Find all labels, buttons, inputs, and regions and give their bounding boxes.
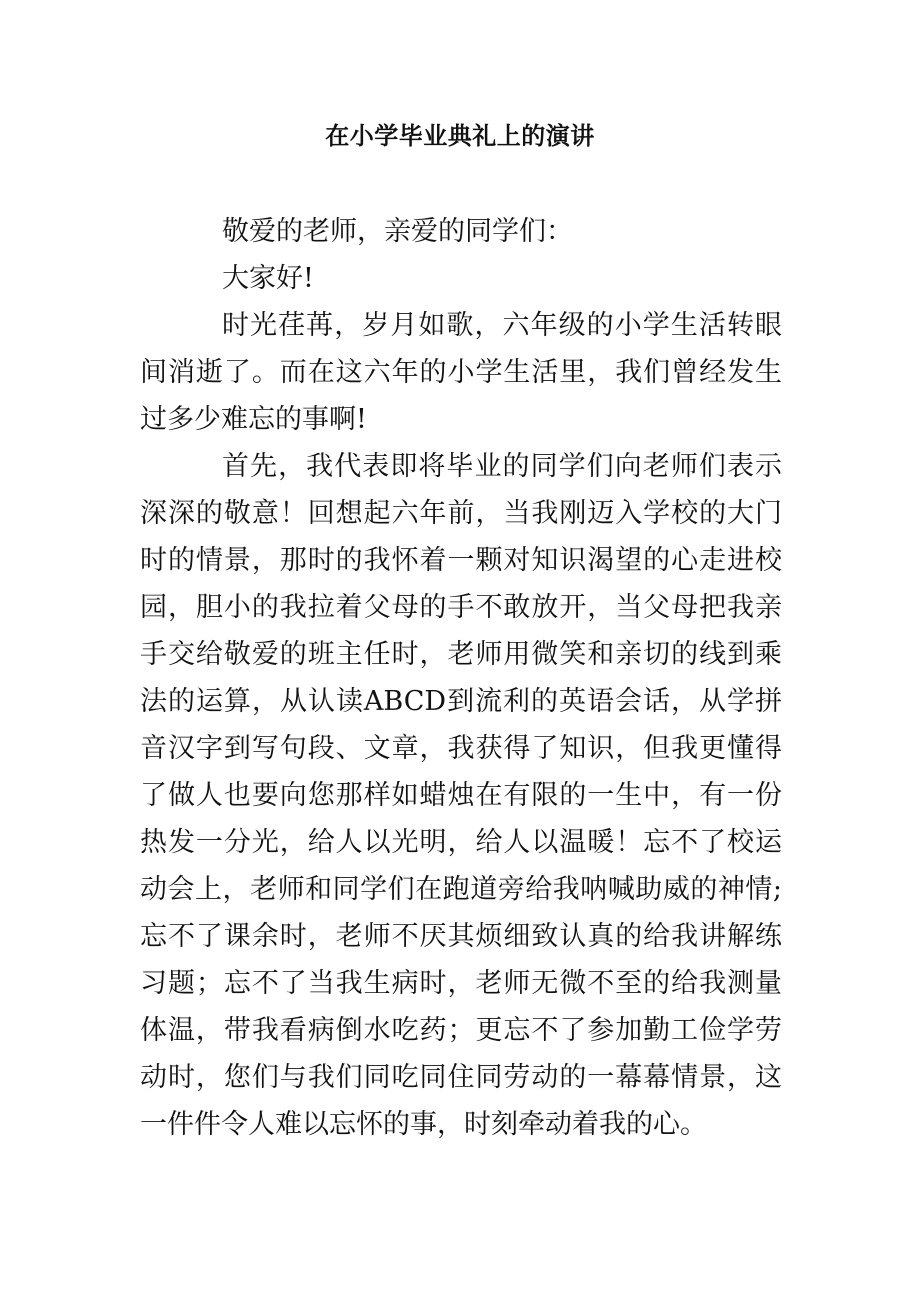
document-body [140,208,782,1148]
intro-paragraph: 时光荏苒，岁月如歌，六年级的小学生活转眼间消逝了。而在这六年的小学生活里，我们曾经发生过多少难忘的事啊! [140,310,782,435]
greeting-paragraph: 大家好! [222,263,314,294]
document-title: 在小学毕业典礼上的演讲 [325,121,595,150]
body-paragraph: 首先，我代表即将毕业的同学们向老师们表示深深的敬意！回想起六年前，当我刚迈入学校的大门时的情景，那时的我怀着一颗对知识渴望的心走进校园，胆小的我拉着父母的手不敢放开，当父母把我亲手交给敬爱的班主任时，老师用微笑和亲切的线到乘法的运算，从认读ABCD到流利的英语会话，从学拼音汉字到写句段、文章，我获得了知识，但我更懂得了做人也要向您那样如蜡烛在有限的一生中，有一份热发一分光，给人以光明，给人以温暖！忘不了校运动会上，老师和同学们在跑道旁给我呐喊助威的神情;忘不了课余时，老师不厌其烦细致认真的给我讲解练习题；忘不了当我生病时，老师无微不至的给我测量体温，带我看病倒水吃药；更忘不了参加勤工俭学劳动时，您们与我们同吃同住同劳动的一幕幕情景，这一件件令人难以忘怀的事，时刻牵动着我的心。 [140,451,782,1140]
salutation-paragraph: 敬爱的老师，亲爱的同学们： [222,216,573,247]
